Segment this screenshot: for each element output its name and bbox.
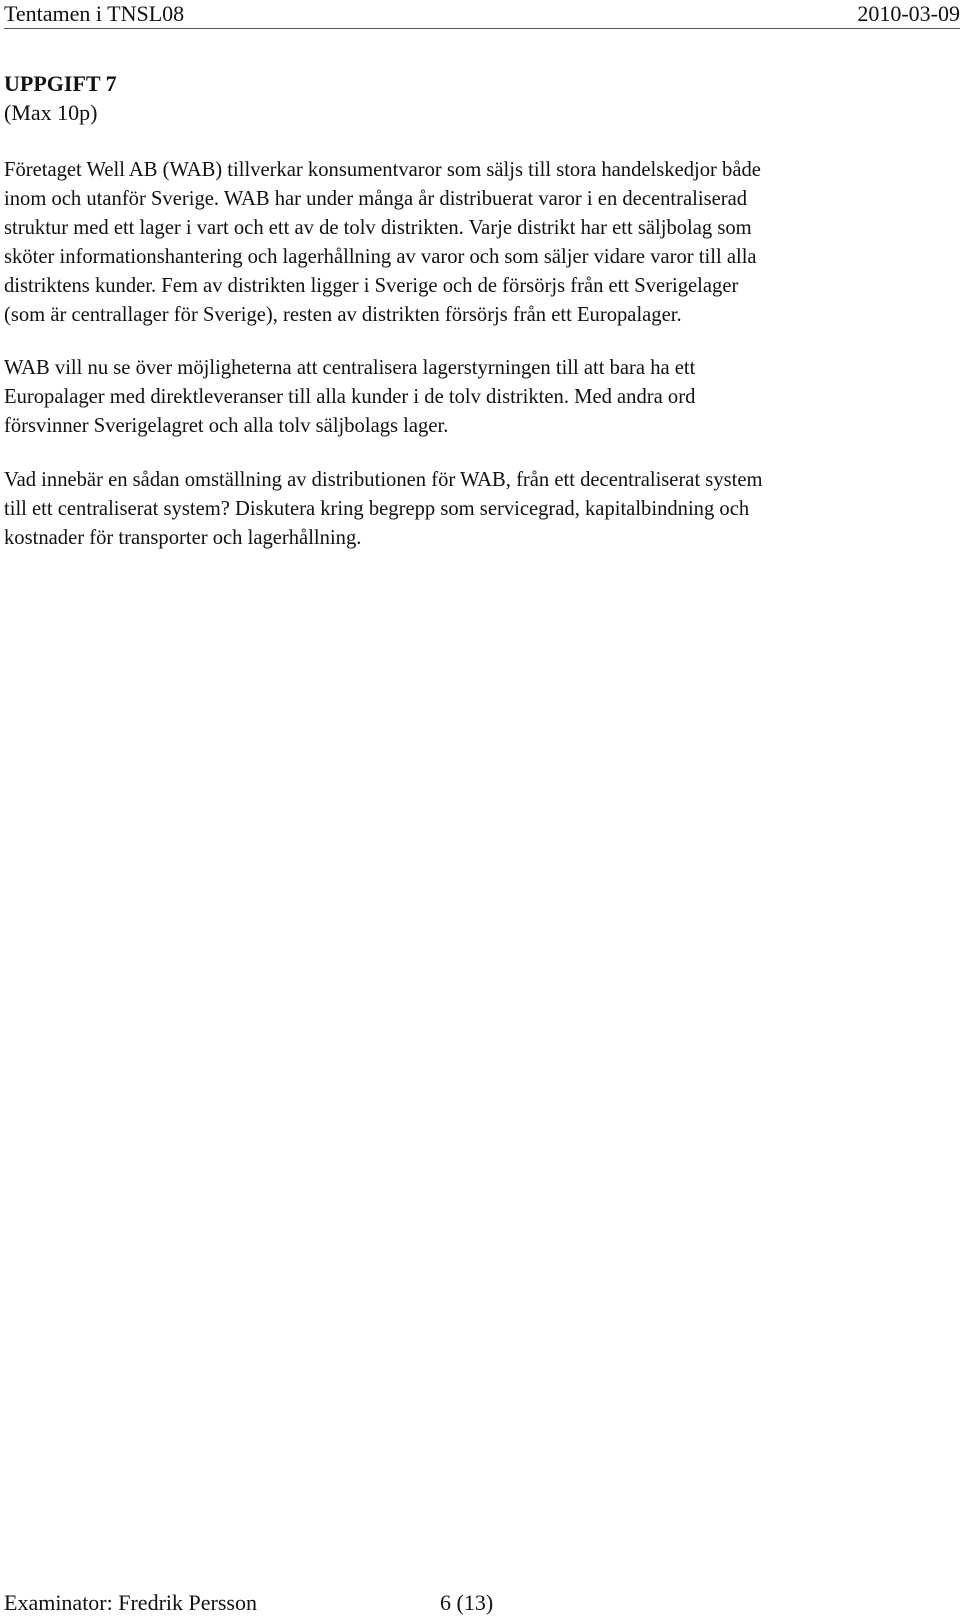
paragraph-line: sköter informationshantering och lagerhållning av varor och som säljer vidare varor till alla	[4, 246, 757, 268]
task-title: UPPGIFT 7	[4, 71, 117, 96]
paragraph-line: struktur med ett lager i vart och ett av de tolv distrikten. Varje distrikt har ett säljbolag som	[4, 217, 752, 239]
paragraph-line: Europalager med direktleveranser till alla kunder i de tolv distrikten. Med andra ord	[4, 386, 696, 408]
paragraph-line: kostnader för transporter och lagerhållning.	[4, 527, 362, 549]
paragraph-line: distriktens kunder. Fem av distrikten ligger i Sverige och de försörjs från ett Sverigelager	[4, 275, 739, 297]
paragraph-line: försvinner Sverigelagret och alla tolv säljbolags lager.	[4, 415, 449, 437]
exam-date: 2010-03-09	[857, 1, 960, 26]
page-footer	[4, 1589, 954, 1617]
paragraph-line: till ett centraliserat system? Diskutera kring begrepp som servicegrad, kapitalbindning och	[4, 498, 750, 520]
paragraph-line: inom och utanför Sverige. WAB har under många år distribuerat varor i en decentraliserad	[4, 188, 748, 210]
examiner-name: Examinator: Fredrik Persson	[4, 1590, 257, 1615]
paragraph-3	[4, 466, 944, 553]
task-points: (Max 10p)	[4, 100, 98, 125]
paragraph-line: Företaget Well AB (WAB) tillverkar konsumentvaror som säljs till stora handelskedjor både	[4, 159, 761, 181]
paragraph-line: WAB vill nu se över möjligheterna att centralisera lagerstyrningen till att bara ha ett	[4, 357, 696, 379]
paragraph-1	[4, 156, 944, 330]
paragraph-line: (som är centrallager för Sverige), resten av distrikten försörjs från ett Europalager.	[4, 304, 682, 326]
paragraph-2	[4, 354, 944, 441]
page-number: 6 (13)	[440, 1590, 494, 1615]
course-title: Tentamen i TNSL08	[4, 1, 185, 26]
paragraph-line: Vad innebär en sådan omställning av distributionen för WAB, från ett decentraliserat system	[4, 469, 763, 491]
page-header	[4, 0, 960, 29]
